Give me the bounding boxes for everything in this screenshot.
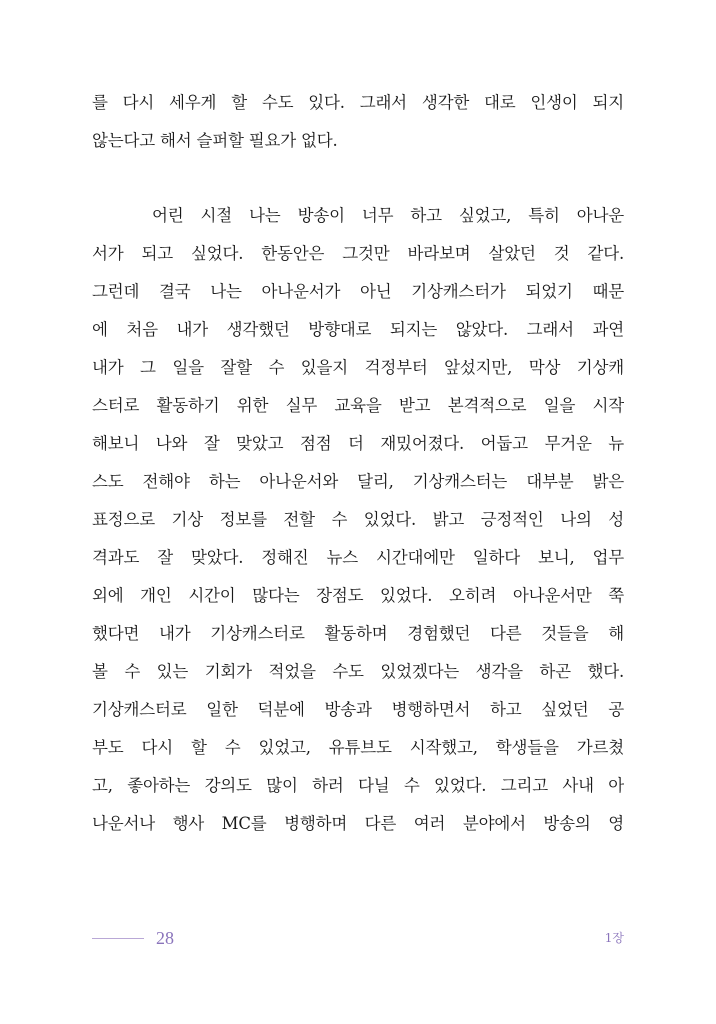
text-line: 해보니 나와 잘 맞았고 점점 더 재밌어졌다. 어둡고 무거운 뉴 [92, 434, 624, 453]
text-line: 나운서나 행사 MC를 병행하며 다른 여러 분야에서 방송의 영 [92, 814, 624, 833]
text-line: 기상캐스터로 일한 덕분에 방송과 병행하면서 하고 싶었던 공 [92, 700, 624, 719]
text-line: 에 처음 내가 생각했던 방향대로 되지는 않았다. 그래서 과연 [92, 320, 624, 339]
text-line: 스터로 활동하기 위한 실무 교육을 받고 본격적으로 일을 시작 [92, 396, 624, 415]
chapter-label: 1장 [604, 931, 624, 945]
text-line: 서가 되고 싶었다. 한동안은 그것만 바라보며 살았던 것 같다. [92, 244, 624, 263]
text-line: 스도 전해야 하는 아나운서와 달리, 기상캐스터는 대부분 밝은 [92, 472, 624, 491]
text-line: 부도 다시 할 수 있었고, 유튜브도 시작했고, 학생들을 가르쳤 [92, 738, 624, 757]
text-line: 어린 시절 나는 방송이 너무 하고 싶었고, 특히 아나운 [152, 206, 624, 225]
text-line: 내가 그 일을 잘할 수 있을지 걱정부터 앞섰지만, 막상 기상캐 [92, 358, 624, 377]
text-line: 격과도 잘 맞았다. 정해진 뉴스 시간대에만 일하다 보니, 업무 [92, 548, 624, 567]
footer-rule [92, 938, 144, 939]
text-line: 그런데 결국 나는 아나운서가 아닌 기상캐스터가 되었기 때문 [92, 282, 624, 301]
text-line: 않는다고 해서 슬퍼할 필요가 없다. [92, 131, 338, 150]
text-line: 고, 좋아하는 강의도 많이 하러 다닐 수 있었다. 그리고 사내 아 [92, 776, 624, 795]
page-number: 28 [156, 928, 174, 948]
text-line: 했다면 내가 기상캐스터로 활동하며 경험했던 다른 것들을 해 [92, 624, 624, 643]
text-line: 볼 수 있는 기회가 적었을 수도 있었겠다는 생각을 하곤 했다. [92, 662, 624, 681]
page-footer [92, 924, 624, 952]
text-line: 표정으로 기상 정보를 전할 수 있었다. 밝고 긍정적인 나의 성 [92, 510, 624, 529]
paragraph-2 [92, 197, 624, 843]
text-line: 를 다시 세우게 할 수도 있다. 그래서 생각한 대로 인생이 되지 [92, 93, 624, 112]
paragraph-1 [92, 84, 624, 160]
text-line: 외에 개인 시간이 많다는 장점도 있었다. 오히려 아나운서만 쭉 [92, 586, 624, 605]
